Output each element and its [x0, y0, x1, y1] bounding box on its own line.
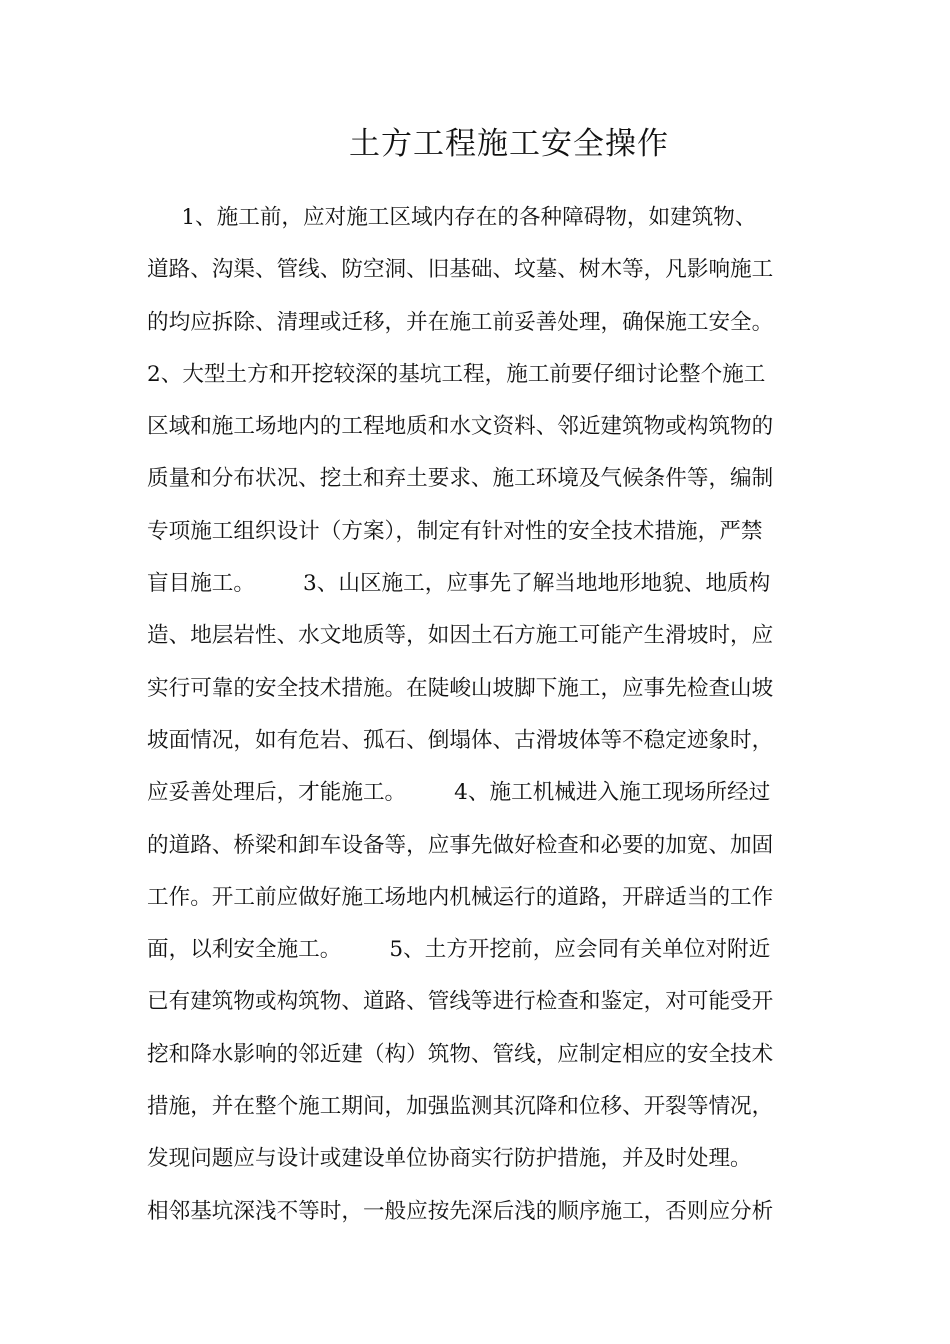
body-line: 造、地层岩性、水文地质等，如因土石方施工可能产生滑坡时，应 — [147, 623, 774, 649]
body-line: 1、施工前，应对施工区域内存在的各种障碍物，如建筑物、 — [147, 205, 757, 230]
body-line: 道路、沟渠、管线、防空洞、旧基础、坟墓、树木等，凡影响施工 — [147, 257, 774, 283]
body-line: 相邻基坑深浅不等时，一般应按先深后浅的顺序施工，否则应分析 — [147, 1198, 774, 1224]
body-line: 实行可靠的安全技术措施。在陡峻山坡脚下施工，应事先检查山坡 — [147, 675, 774, 701]
body-line: 发现问题应与设计或建设单位协商实行防护措施，并及时处理。 — [147, 1146, 752, 1172]
body-line: 挖和降水影响的邻近建（构）筑物、管线，应制定相应的安全技术 — [147, 1041, 774, 1067]
body-line: 的均应拆除、清理或迁移，并在施工前妥善处理，确保施工安全。 — [147, 309, 774, 335]
body-line: 措施，并在整个施工期间，加强监测其沉降和位移、开裂等情况， — [147, 1094, 774, 1120]
body-line: 已有建筑物或构筑物、道路、管线等进行检查和鉴定，对可能受开 — [147, 989, 774, 1015]
document-body — [147, 192, 807, 1238]
body-line: 质量和分布状况、挖土和弃土要求、施工环境及气候条件等，编制 — [147, 466, 774, 492]
body-line: 盲目施工。 3、山区施工，应事先了解当地地形地貌、地质构 — [147, 571, 771, 597]
body-line: 工作。开工前应做好施工场地内机械运行的道路，开辟适当的工作 — [147, 884, 774, 910]
body-line: 2、大型土方和开挖较深的基坑工程，施工前要仔细讨论整个施工 — [147, 361, 766, 387]
document-title: 土方工程施工安全操作 — [349, 126, 669, 162]
body-line: 面，以利安全施工。 5、土方开挖前，应会同有关单位对附近 — [147, 937, 771, 963]
body-line: 区域和施工场地内的工程地质和水文资料、邻近建筑物或构筑物的 — [147, 414, 774, 440]
body-line: 应妥善处理后，才能施工。 4、施工机械进入施工现场所经过 — [147, 780, 771, 806]
body-line: 专项施工组织设计（方案），制定有针对性的安全技术措施，严禁 — [147, 518, 763, 544]
body-line: 坡面情况，如有危岩、孤石、倒塌体、古滑坡体等不稳定迹象时， — [147, 727, 774, 753]
body-line: 的道路、桥梁和卸车设备等，应事先做好检查和必要的加宽、加固 — [147, 832, 774, 858]
